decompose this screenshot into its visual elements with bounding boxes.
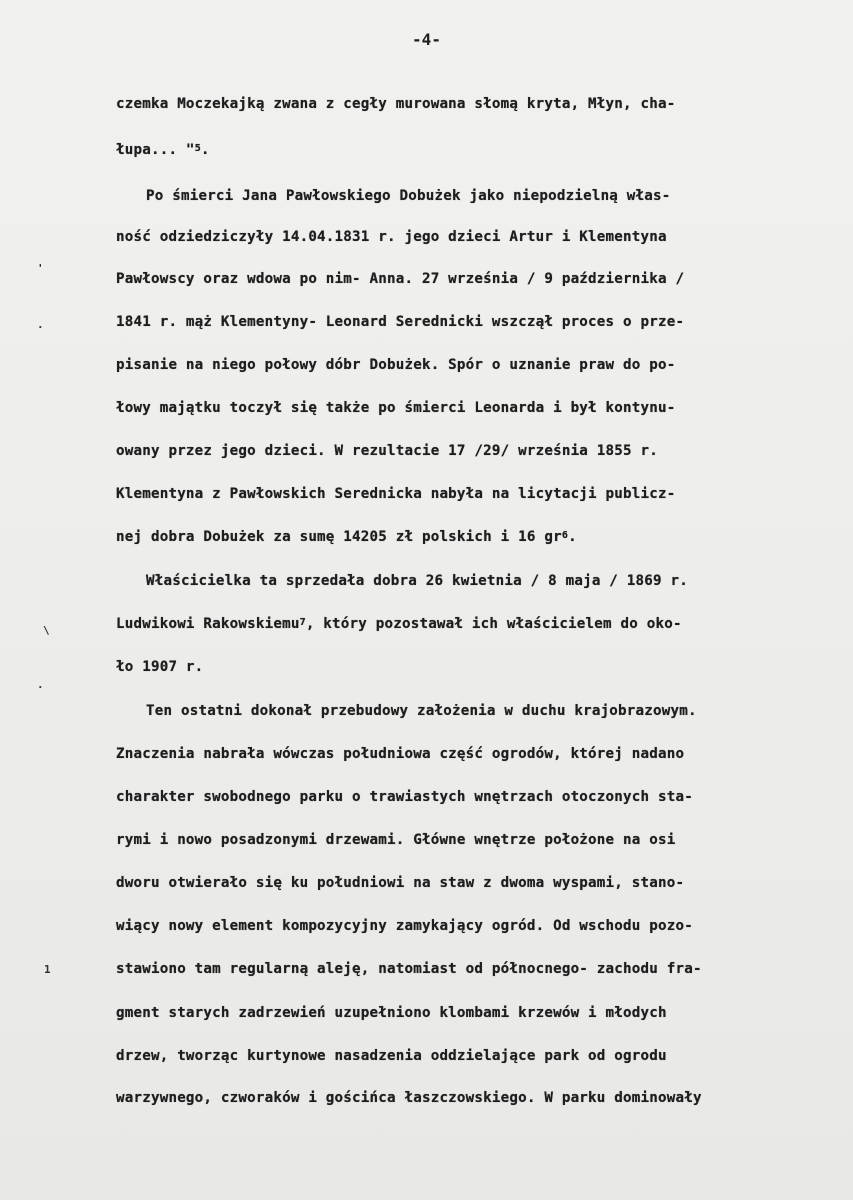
text-line: Właścicielka ta sprzedała dobra 26 kwietnia / 8 maja / 1869 r. — [146, 573, 688, 589]
margin-mark: ' — [37, 262, 44, 275]
text-line: dworu otwierało się ku południowi na staw z dwoma wyspami, stano- — [116, 875, 685, 891]
margin-mark: 1 — [44, 963, 51, 976]
text-line: łowy majątku toczył się także po śmierci Leonarda i był kontynu- — [116, 400, 676, 416]
text-line: gment starych zadrzewień uzupełniono klombami krzewów i młodych — [116, 1005, 667, 1021]
text-line: pisanie na niego połowy dóbr Dobużek. Spór o uznanie praw do po- — [116, 357, 676, 373]
text-line: nej dobra Dobużek za sumę 14205 zł polskich i 16 $gr^6$. — [116, 529, 577, 545]
margin-mark: . — [37, 318, 44, 331]
text-line: Ludwikowi Rakowskiemu$^7$, który pozostawał ich właścicielem do oko- — [116, 616, 682, 632]
text-line: ność odziedziczyły 14.04.1831 r. jego dzieci Artur i Klementyna — [116, 229, 667, 245]
text-line: ło 1907 r. — [116, 659, 204, 675]
text-line: rymi i nowo posadzonymi drzewami. Główne wnętrze położone na osi — [116, 832, 676, 848]
text-line: łupa... "$^5$. — [116, 142, 210, 158]
margin-mark: \ — [43, 624, 50, 637]
page-number: -4- — [412, 30, 441, 49]
footnote-ref: 6 — [561, 530, 569, 541]
text-line: czemka Moczekajką zwana z cegły murowana słomą kryta, Młyn, cha- — [116, 96, 676, 112]
margin-mark: . — [37, 678, 44, 691]
text-line: wiący nowy element kompozycyjny zamykający ogród. Od wschodu pozo- — [116, 918, 693, 934]
text-line: warzywnego, czworaków i gościńca łaszczowskiego. W parku dominowały — [116, 1090, 702, 1106]
footnote-ref: 5 — [194, 143, 201, 154]
text-line: stawiono tam regularną aleję, natomiast od północnego- zachodu fra- — [116, 961, 702, 977]
text-line: owany przez jego dzieci. W rezultacie 17 /29/ września 1855 r. — [116, 443, 658, 459]
text-line: drzew, tworząc kurtynowe nasadzenia oddzielające park od ogrodu — [116, 1048, 667, 1064]
text-line: Ten ostatni dokonał przebudowy założenia w duchu krajobrazowym. — [146, 703, 697, 719]
text-line: Znaczenia nabrała wówczas południowa część ogrodów, której nadano — [116, 746, 685, 762]
text-line: 1841 r. mąż Klementyny- Leonard Serednicki wszczął proces o prze- — [116, 314, 685, 330]
text-line: charakter swobodnego parku o trawiastych wnętrzach otoczonych sta- — [116, 789, 693, 805]
text-line: Klementyna z Pawłowskich Serednicka nabyła na licytacji publicz- — [116, 486, 676, 502]
text-line: Pawłowscy oraz wdowa po nim- Anna. 27 września / 9 października / — [116, 271, 685, 287]
text-line: Po śmierci Jana Pawłowskiego Dobużek jako niepodzielną włas- — [146, 188, 671, 204]
footnote-ref: 7 — [299, 617, 306, 628]
